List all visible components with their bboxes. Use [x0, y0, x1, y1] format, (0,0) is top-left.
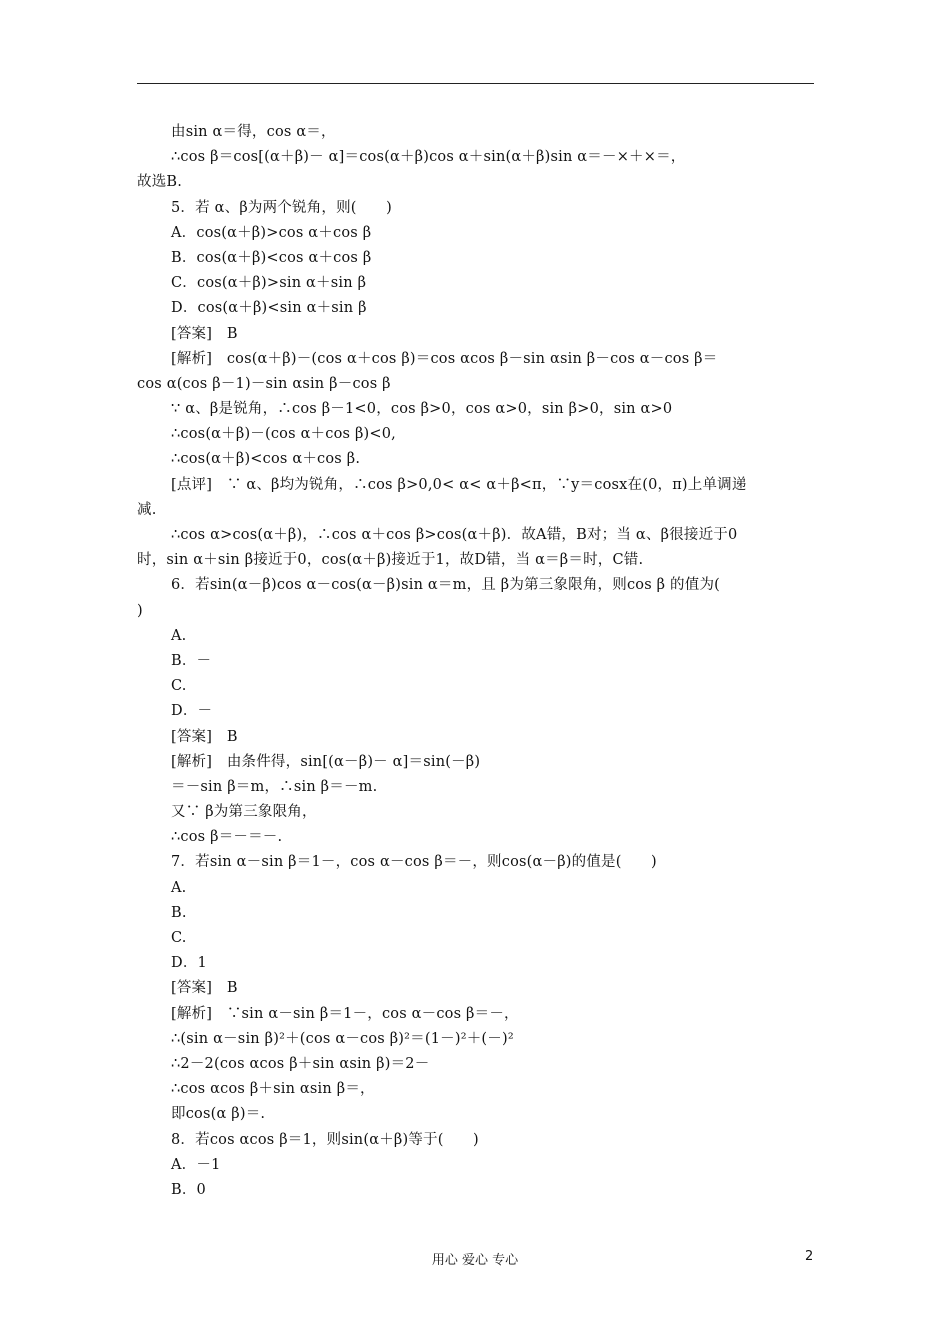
- document-body: [137, 120, 817, 1203]
- text-line: D．cos(α＋β)<sin α＋sin β: [171, 300, 367, 317]
- text-line: C．cos(α＋β)>sin α＋sin β: [171, 275, 367, 292]
- text-line: 即cos(α β)＝.: [171, 1106, 266, 1123]
- text-line: A．－1: [171, 1156, 221, 1173]
- text-line: B．cos(α＋β)<cos α＋cos β: [171, 249, 372, 266]
- text-line: 故选B.: [137, 174, 183, 191]
- text-line: 减.: [137, 501, 157, 518]
- text-line: ): [137, 602, 143, 619]
- text-line: [答案] B: [171, 728, 238, 745]
- text-line: 6．若sin(α－β)cos α－cos(α－β)sin α＝m，且 β为第三象限角，则cos β 的值为(: [171, 577, 721, 594]
- text-line: ∴cos(α＋β)<cos α＋cos β.: [171, 451, 361, 468]
- text-line: ∴cos(α＋β)－(cos α＋cos β)<0,: [171, 426, 396, 443]
- text-line: C.: [171, 930, 187, 946]
- text-line: ∴2－2(cos αcos β＋sin αsin β)＝2－: [171, 1055, 430, 1072]
- text-line: B．0: [171, 1181, 206, 1198]
- text-line: D．1: [171, 955, 207, 972]
- text-line: [解析] ∵sin α－sin β＝1－，cos α－cos β＝－，: [171, 1005, 519, 1022]
- text-line: ∴cos αcos β＋sin αsin β＝，: [171, 1081, 375, 1098]
- text-line: 8．若cos αcos β＝1，则sin(α＋β)等于( ): [171, 1131, 479, 1148]
- text-line: A.: [171, 627, 187, 644]
- footer-slogan: 用心 爱心 专心: [431, 1253, 519, 1268]
- text-line: ＝－sin β＝m，∴sin β＝－m.: [171, 778, 378, 795]
- text-line: D．－: [171, 703, 213, 720]
- text-line: B.: [171, 904, 187, 921]
- text-line: ∵ α、β是锐角，∴cos β－1<0，cos β>0，cos α>0，sin β>0，sin α>0: [171, 401, 673, 418]
- text-line: 又∵ β为第三象限角，: [171, 804, 317, 821]
- text-line: [解析] cos(α＋β)－(cos α＋cos β)＝cos αcos β－sin αsin β－cos α－cos β＝: [171, 350, 718, 367]
- text-line: [答案] B: [171, 980, 238, 997]
- text-line: [答案] B: [171, 325, 238, 342]
- text-line: C.: [171, 678, 187, 695]
- page-number: 2: [805, 1249, 814, 1264]
- text-line: [解析] 由条件得，sin[(α－β)－ α]＝sin(－β): [171, 753, 481, 770]
- text-line: 由sin α＝得，cos α＝，: [171, 124, 336, 140]
- text-line: 时，sin α＋sin β接近于0，cos(α＋β)接近于1，故D错，当 α＝β＝时，C错.: [137, 552, 644, 569]
- text-line: 5．若 α、β为两个锐角，则( ): [171, 199, 392, 216]
- text-line: ∴cos α>cos(α＋β)，∴cos α＋cos β>cos(α＋β)．故A错，B对；当 α、β很接近于0: [171, 527, 738, 543]
- text-line: cos α(cos β－1)－sin αsin β－cos β: [137, 375, 391, 392]
- text-line: B．－: [171, 652, 212, 669]
- header-rule: [137, 83, 814, 84]
- text-line: ∴cos β＝－＝－.: [171, 829, 283, 846]
- text-line: ∴cos β＝cos[(α＋β)－ α]＝cos(α＋β)cos α＋sin(α＋β)sin α＝－×＋×＝，: [171, 149, 686, 166]
- text-line: A.: [171, 879, 187, 896]
- text-line: [点评] ∵ α、β均为锐角，∴cos β>0,0< α< α＋β<π，∵y＝cosx在(0，π)上单调递: [171, 476, 747, 493]
- text-line: A．cos(α＋β)>cos α＋cos β: [171, 224, 372, 241]
- text-line: ∴(sin α－sin β)²＋(cos α－cos β)²＝(1－)²＋(－)²: [171, 1030, 514, 1047]
- text-line: 7．若sin α－sin β＝1－，cos α－cos β＝－，则cos(α－β)的值是( ): [171, 854, 657, 871]
